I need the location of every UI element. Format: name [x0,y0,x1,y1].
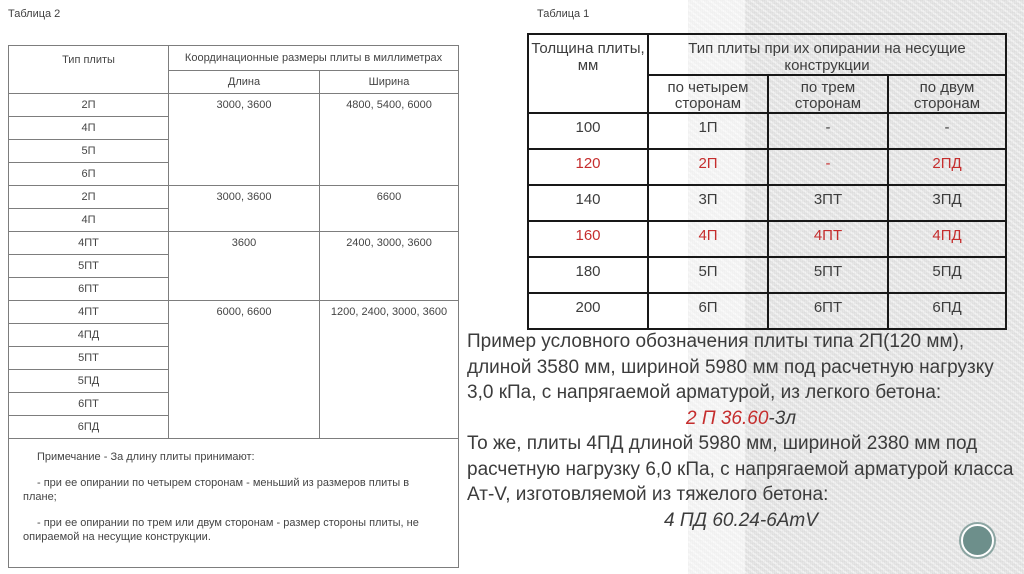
table2-row [9,301,459,324]
table1-three-sides-cell: - [768,113,888,149]
example-paragraph-1: Пример условного обозначения плиты типа 2П(120 мм), длиной 3580 мм, шириной 5980 мм под расчетную нагрузку 3,0 кПа, с напрягаемой арматурой, из легкого бетона: [467,331,994,403]
table1-four-sides-cell: 3П [648,185,768,221]
table2-note-cell [9,439,459,568]
table2-type-cell: 5ПД [9,370,169,393]
table1-header-three-sides: по трем сторонам [768,75,888,113]
table1-two-sides-cell: - [888,113,1006,149]
formula1-suffix: -3л [768,407,797,429]
table1-header-four-sides: по четырем сторонам [648,75,768,113]
table1-thickness-cell: 160 [528,221,648,257]
table2-type-cell: 4ПТ [9,232,169,255]
table1-four-sides-cell: 5П [648,257,768,293]
table1-thickness-cell: 200 [528,293,648,329]
table1-row [528,257,1006,293]
table1-thickness-cell: 120 [528,149,648,185]
table2-length-cell: 3000, 3600 [169,94,320,186]
table2-header-group: Координационные размеры плиты в миллиметрах [169,46,459,71]
table2-width-cell: 2400, 3000, 3600 [320,232,459,301]
table2-type-cell: 4П [9,117,169,140]
table2-type-cell: 4ПД [9,324,169,347]
table2-type-cell: 5ПТ [9,255,169,278]
table2-length-cell: 3000, 3600 [169,186,320,232]
table2-row [9,94,459,117]
example-formula-1 [467,406,1015,432]
table2-type-cell: 4ПТ [9,301,169,324]
table1-header-group: Тип плиты при их опирании на несущие конструкции [648,34,1006,75]
table1-header-two-sides: по двум сторонам [888,75,1006,113]
table1-four-sides-cell: 6П [648,293,768,329]
table1-thickness-cell: 180 [528,257,648,293]
table2-header-length: Длина [169,71,320,94]
note-line-3: - при ее опирании по трем или двум сторонам - размер стороны плиты, не опираемой на несущие конструкции. [23,517,419,543]
table1-row [528,185,1006,221]
formula1-red-part: 2 П 36.60 [685,407,769,429]
table2-type-cell: 6ПТ [9,393,169,416]
table1-header-thickness: Толщина плиты, мм [528,34,648,113]
table2-type-cell: 6ПТ [9,278,169,301]
table1-thickness-cell: 100 [528,113,648,149]
note-line-2: - при ее опирании по четырем сторонам - меньший из размеров плиты в плане; [23,477,410,503]
table1-four-sides-cell: 4П [648,221,768,257]
table2-width-cell: 6600 [320,186,459,232]
table2-type-cell: 5ПТ [9,347,169,370]
table2-width-cell: 1200, 2400, 3000, 3600 [320,301,459,439]
decorative-circle [961,524,994,557]
table1-two-sides-cell: 4ПД [888,221,1006,257]
table1-three-sides-cell: 5ПТ [768,257,888,293]
table2-length-cell: 6000, 6600 [169,301,320,439]
table2-length-cell: 3600 [169,232,320,301]
table2-type-cell: 6ПД [9,416,169,439]
table1-row [528,149,1006,185]
table1-four-sides-cell: 1П [648,113,768,149]
table1-thickness-cell: 140 [528,185,648,221]
table2-width-cell: 4800, 5400, 6000 [320,94,459,186]
table1-row [528,221,1006,257]
note-line-1: Примечание - За длину плиты принимают: [37,451,255,463]
example-formula-2: 4 ПД 60.24-6АтV [664,509,818,531]
table1-row [528,293,1006,329]
table1-two-sides-cell: 5ПД [888,257,1006,293]
table1-two-sides-cell: 3ПД [888,185,1006,221]
table-1 [527,33,1007,330]
table1-three-sides-cell: 4ПТ [768,221,888,257]
table2-header-type: Тип плиты [9,46,169,94]
table1-four-sides-cell: 2П [648,149,768,185]
table1-three-sides-cell: - [768,149,888,185]
table2-title: Таблица 2 [8,8,61,20]
table-2 [8,45,459,568]
table1-three-sides-cell: 6ПТ [768,293,888,329]
table1-three-sides-cell: 3ПТ [768,185,888,221]
table2-header-width: Ширина [320,71,459,94]
table2-type-cell: 5П [9,140,169,163]
example-text-block [467,329,1015,533]
table2-note-row [9,439,459,568]
table2-type-cell: 2П [9,186,169,209]
table2-row [9,186,459,209]
table1-row [528,113,1006,149]
table1-two-sides-cell: 6ПД [888,293,1006,329]
table1-two-sides-cell: 2ПД [888,149,1006,185]
table2-type-cell: 6П [9,163,169,186]
table2-row [9,232,459,255]
table2-type-cell: 2П [9,94,169,117]
example-paragraph-2: То же, плиты 4ПД длиной 5980 мм, шириной 2380 мм под расчетную нагрузку 6,0 кПа, с напрягаемой арматурой класса Ат-V, изготовляемой из тяжелого бетона: [467,433,1014,505]
table2-type-cell: 4П [9,209,169,232]
table1-title: Таблица 1 [537,8,590,20]
